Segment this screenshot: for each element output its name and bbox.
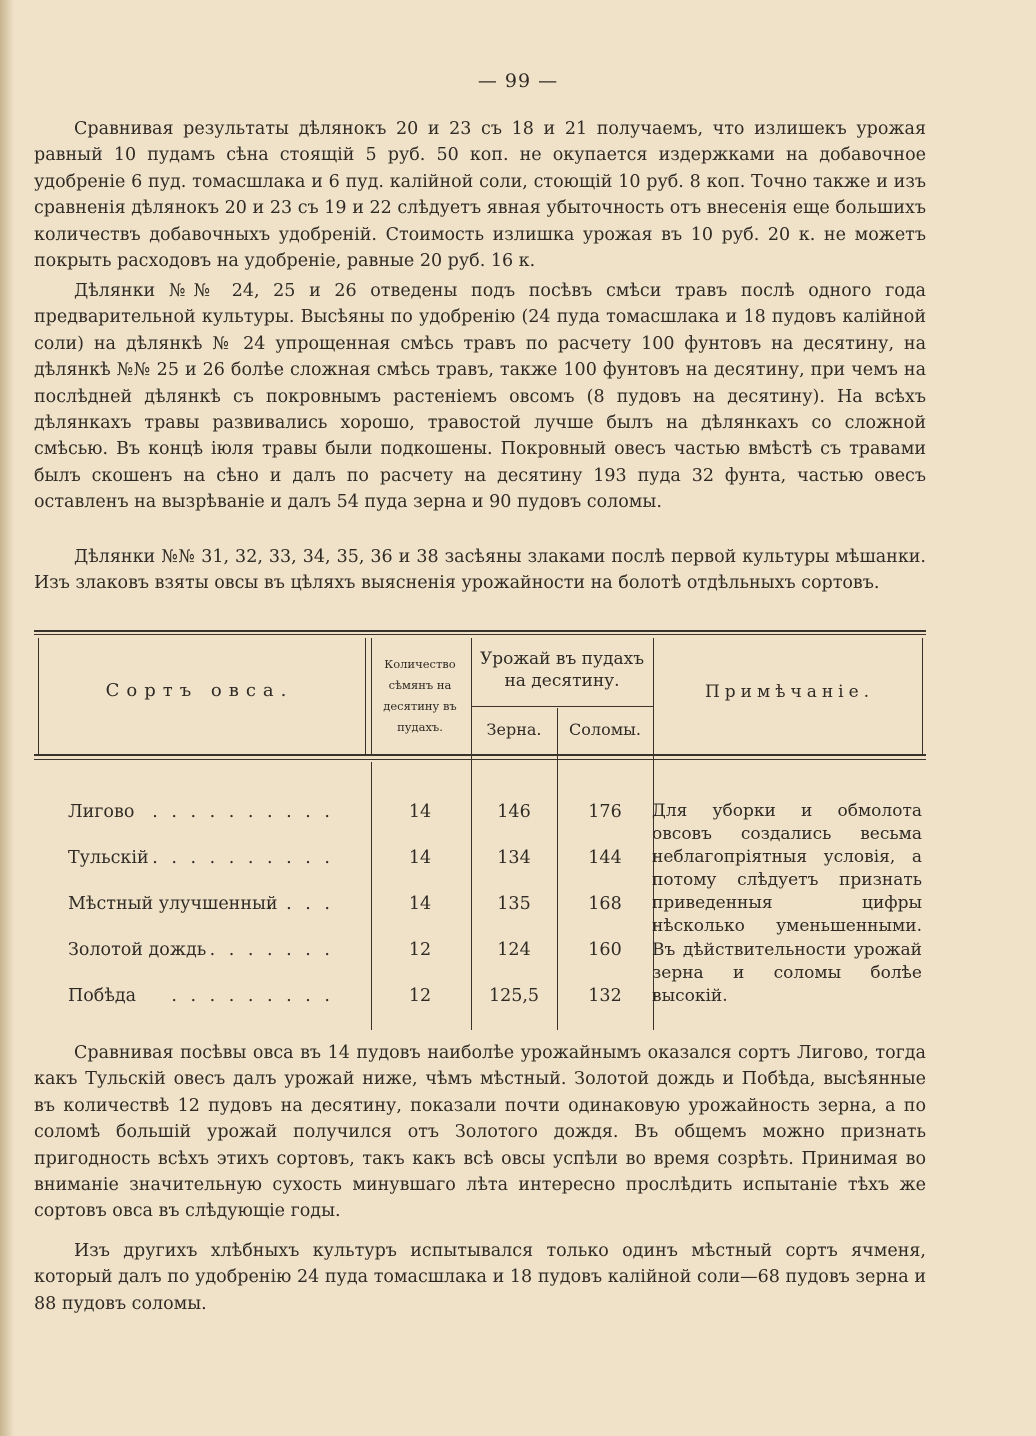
table-row — [34, 940, 653, 970]
row-seed-amount: 12 — [408, 986, 432, 1006]
table-top-rule — [34, 630, 926, 632]
row-variety-name: Тульскій — [68, 848, 149, 868]
row-leader-dots: . . . . . . . . . — [171, 986, 334, 1006]
row-straw-yield: 176 — [588, 802, 622, 822]
header-grain: Зерна. — [486, 720, 542, 739]
table-row — [34, 894, 653, 924]
row-seed-amount: 14 — [408, 802, 432, 822]
row-grain-yield: 135 — [497, 894, 531, 914]
row-leader-dots: . . . . . . . — [209, 940, 334, 960]
page-edge — [0, 0, 14, 1436]
header-yield: Урожай въ пудахъ на десятину. — [479, 649, 645, 691]
row-seed-amount: 14 — [408, 848, 432, 868]
row-grain-yield: 134 — [497, 848, 531, 868]
header-seed-quantity: Количество сѣмянъ на десятину въ пудахъ. — [383, 657, 457, 734]
row-seed-amount: 12 — [408, 940, 432, 960]
table-row — [34, 848, 653, 878]
row-straw-yield: 168 — [588, 894, 622, 914]
header-sort: Сортъ овса. — [105, 680, 294, 701]
col-divider-seed — [471, 638, 472, 1030]
table-row — [34, 802, 653, 832]
row-variety-name: Золотой дождь — [68, 940, 207, 960]
row-seed-amount: 14 — [408, 894, 432, 914]
row-variety-name: Лигово — [68, 802, 135, 822]
row-grain-yield: 124 — [497, 940, 531, 960]
col-divider-sort — [365, 638, 366, 754]
row-grain-yield: 146 — [497, 802, 531, 822]
paragraph-3: Дѣлянки №№ 31, 32, 33, 34, 35, 36 и 38 засѣяны злаками послѣ первой культуры мѣшанки. Изъ злаковъ взяты овсы въ цѣляхъ выясненія урожайности на болотѣ отдѣльныхъ сортовъ. — [34, 547, 926, 594]
row-variety-name: Мѣстный улучшенный — [68, 894, 278, 914]
row-leader-dots: . . . . — [267, 894, 334, 914]
oat-varieties-table — [34, 630, 926, 1032]
row-grain-yield: 125,5 — [488, 986, 540, 1006]
row-variety-name: Побѣда — [68, 986, 137, 1006]
page-number: — 99 — — [477, 70, 559, 92]
header-bottom-rule-inner — [34, 759, 926, 760]
table-top-rule-inner — [34, 634, 926, 635]
paragraph-2: Дѣлянки №№ 24, 25 и 26 отведены подъ посѣвъ смѣси травъ послѣ одного года предварительной культуры. Высѣяны по удобренію (24 пуда томасшлака и 18 пудовъ калійной соли) на дѣлянкѣ № 24 упрощенная смѣсь травъ по расчету 100 фунтовъ на десятину, на дѣлянкѣ №№ 25 и 26 болѣе сложная смѣсь травъ, также 100 фунтовъ на десятину, при чемъ на послѣдней дѣлянкѣ съ покровнымъ растеніемъ овсомъ (8 пудовъ на десятину). На всѣхъ дѣлянкахъ травы развивались хорошо, травостой лучше былъ на дѣлянкахъ со сложной смѣсью. Въ концѣ іюля травы были подкошены. Покровный овесъ частью вмѣстѣ съ травами былъ скошенъ на сѣно и далъ по расчету на десятину 193 пуда 32 фунта, частью овесъ оставленъ на вызрѣваніе и далъ 54 пуда зерна и 90 пудовъ соломы. — [34, 281, 926, 513]
paragraph-4: Сравнивая посѣвы овса въ 14 пудовъ наиболѣе урожайнымъ оказался сортъ Лигово, тогда какъ Тульскій овесъ далъ урожай ниже, чѣмъ мѣстный. Золотой дождь и Побѣда, высѣянные въ количествѣ 12 пудовъ на десятину, показали почти одинаковую урожайность зерна, а по соломѣ большій урожай получился отъ Золотого дождя. Въ общемъ можно признать пригодность всѣхъ этихъ сортовъ, такъ какъ всѣ овсы успѣли во время созрѣть. Принимая во вниманіе значительную сухость минувшаго лѣта интересно прослѣдить испытаніе тѣхъ же сортовъ овса въ слѣдующіе годы. — [34, 1043, 926, 1222]
table-row — [34, 986, 653, 1016]
header-straw: Соломы. — [569, 720, 641, 739]
header-bottom-rule — [34, 754, 926, 756]
table-note: Для уборки и обмолота овсовъ создались весьма неблагопріятныя условія, а потому слѣдуетъ признать приведенныя цифры нѣсколько уменьшенными. Въ дѣйствительности урожай зерна и соломы болѣе высокій. — [652, 801, 922, 1006]
yield-subheader-rule — [471, 706, 653, 707]
paragraph-5: Изъ другихъ хлѣбныхъ культуръ испытывался только одинъ мѣстный сортъ ячменя, который далъ по удобренію 24 пуда томасшлака и 18 пудовъ калійной соли—68 пудовъ зерна и 88 пудовъ соломы. — [34, 1241, 926, 1314]
paragraph-1: Сравнивая результаты дѣлянокъ 20 и 23 съ 18 и 21 получаемъ, что излишекъ урожая равный 10 пудамъ сѣна стоящій 5 руб. 50 коп. не окупается издержками на добавочное удобреніе 6 пуд. томасшлака и 6 пуд. калійной соли, стоющій 10 руб. 8 коп. Точно также и изъ сравненія дѣлянокъ 20 и 23 съ 19 и 22 слѣдуетъ явная убыточность отъ внесенія еще большихъ количествъ добавочныхъ удобреній. Стоимость излишка урожая въ 10 руб. 20 к. не можетъ покрыть расходовъ на удобреніе, равные 20 руб. 16 к. — [34, 119, 926, 272]
header-note: Примѣчаніе. — [704, 682, 875, 702]
row-straw-yield: 160 — [588, 940, 622, 960]
row-straw-yield: 144 — [588, 848, 622, 868]
row-leader-dots: . . . . . . . . . . — [152, 848, 334, 868]
row-leader-dots: . . . . . . . . . . — [152, 802, 334, 822]
row-straw-yield: 132 — [588, 986, 622, 1006]
